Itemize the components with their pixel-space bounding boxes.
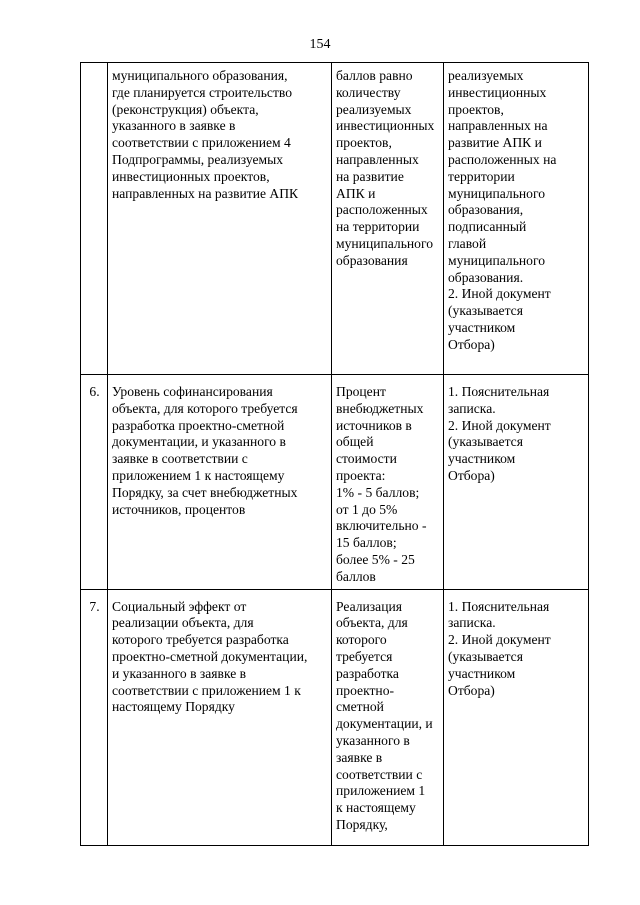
table-row [81, 375, 589, 590]
documents-cell: реализуемых инвестиционных проектов, направленных на развитие АПК и расположенных на территории муниципального образования, подписанный главой муниципального образования. 2. Иной документ (указывается участником Отбора) [444, 63, 589, 375]
row-number: 7. [81, 589, 108, 845]
criterion-cell: Социальный эффект от реализации объекта, для которого требуется разработка проектно-сметной документации, и указанного в заявке в соответствии с приложением 1 к настоящему Порядку [108, 589, 332, 845]
criteria-table [80, 62, 589, 846]
table-row [81, 589, 589, 845]
row-number: 6. [81, 375, 108, 590]
score-cell: Процент внебюджетных источников в общей стоимости проекта: 1% - 5 баллов; от 1 до 5% включительно - 15 баллов; более 5% - 25 баллов [332, 375, 444, 590]
documents-cell: 1. Пояснительная записка. 2. Иной документ (указывается участником Отбора) [444, 589, 589, 845]
score-cell: Реализация объекта, для которого требуется разработка проектно- сметной документации, и указанного в заявке в соответствии с приложением 1 к настоящему Порядку, [332, 589, 444, 845]
page-number: 154 [309, 37, 331, 52]
row-number [81, 63, 108, 375]
score-cell: баллов равно количеству реализуемых инвестиционных проектов, направленных на развитие АПК и расположенных на территории муниципального образования [332, 63, 444, 375]
table-row [81, 63, 589, 375]
documents-cell: 1. Пояснительная записка. 2. Иной документ (указывается участником Отбора) [444, 375, 589, 590]
criterion-cell: муниципального образования, где планируется строительство (реконструкция) объекта, указанного в заявке в соответствии с приложением 4 Подпрограммы, реализуемых инвестиционных проектов, направленных на развитие АПК [108, 63, 332, 375]
criterion-cell: Уровень софинансирования объекта, для которого требуется разработка проектно-сметной документации, и указанного в заявке в соответствии с приложением 1 к настоящему Порядку, за счет внебюджетных источников, процентов [108, 375, 332, 590]
